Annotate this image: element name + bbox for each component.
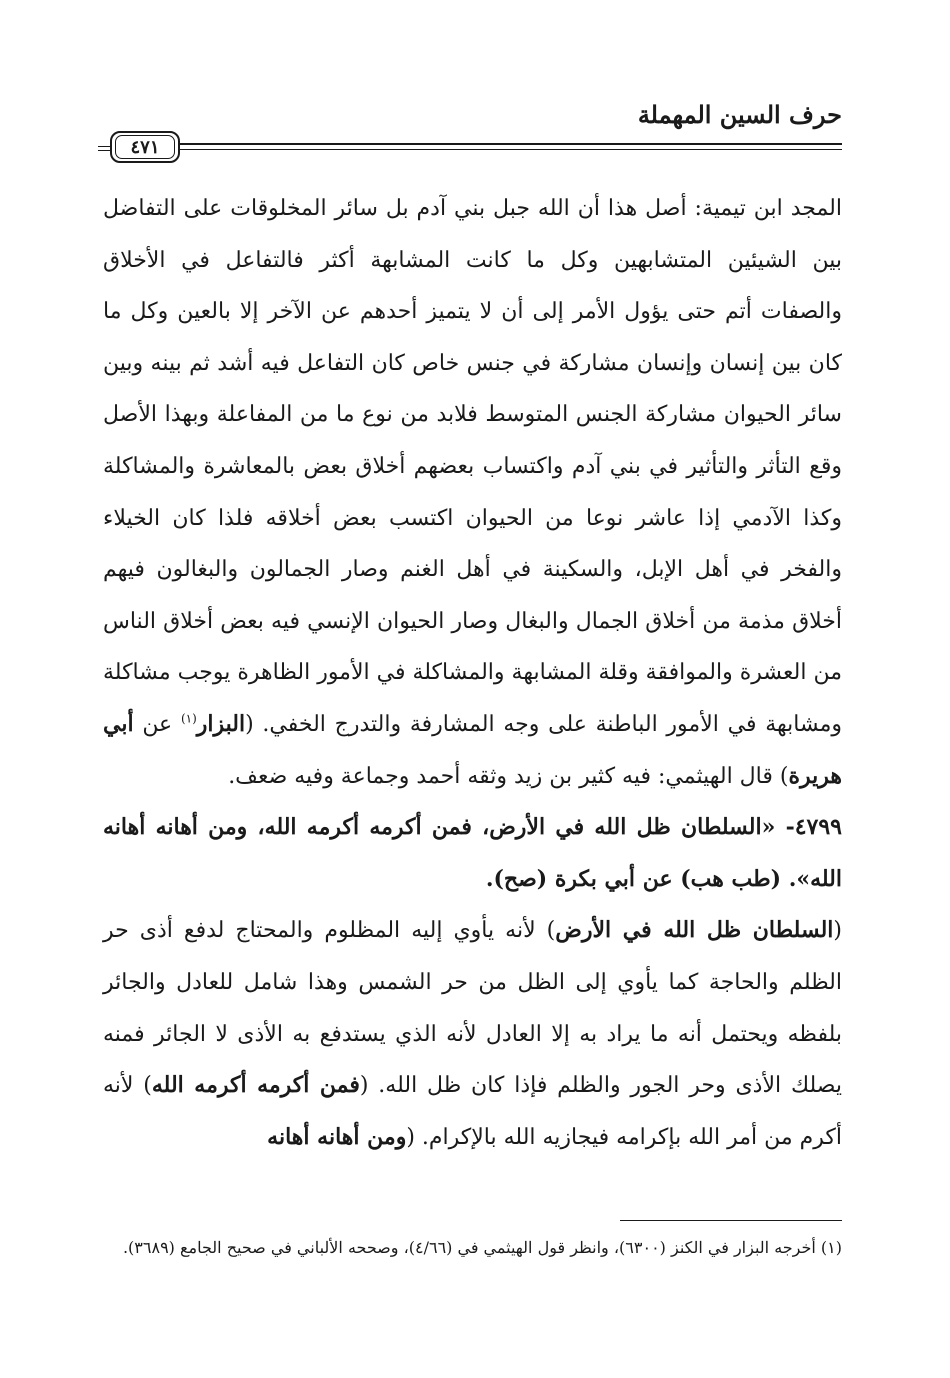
text-run: ) لأنه أكرم من أمر الله بإكرامه فيجازيه الله بالإكرام. (	[103, 1073, 842, 1150]
footnote-rule	[620, 1220, 842, 1221]
commentary-paragraph	[103, 183, 842, 802]
page-number: ٤٧١	[115, 135, 175, 159]
body-text	[103, 183, 842, 1163]
text-run: المجد ابن تيمية: أصل هذا أن الله جبل بني آدم بل سائر المخلوقات على التفاضل بين الشيئين المتشابهين وكل ما كانت المشابهة أكثر فالتفاعل في الأخلاق والصفات أتم حتى يؤول الأمر إلى أن لا يتميز أحدهم عن الآخر إلا بالعين وكل ما كان بين إنسان وإنسان مشاركة في جنس خاص كان التفاعل فيه أشد ثم بينه وبين سائر الحيوان مشاركة الجنس المتوسط فلابد من نوع ما من المفاعلة وبهذا الأصل وقع التأثر والتأثير في بني آدم واكتساب بعضهم أخلاق بعض بالمعاشرة والمشاكلة وكذا الآدمي إذا عاشر نوعا من الحيوان اكتسب بعض أخلاقه فلذا كان الخيلاء والفخر في أهل الإبل، والسكينة في أهل الغنم وصار الجمالون والبغالون فيهم أخلاق مذمة من أخلاق الجمال والبغال وصار الحيوان الإنسي فيه بعض أخلاق الناس من العشرة والموافقة وقلة المشابهة والمشاكلة في الأمور الظاهرة يوجب مشاكلة ومشابهة في الأمور الباطنة على وجه المشارفة والتدرج الخفي. (	[103, 196, 842, 737]
explanation-paragraph	[103, 905, 842, 1163]
narrator-name: أبي هريرة	[103, 710, 842, 789]
quoted-phrase: ومن أهانه أهانه	[267, 1123, 407, 1150]
page-number-frame	[110, 131, 180, 163]
text-run: ) لأنه يأوي إليه المظلوم والمحتاج لدفع أذى حر الظلم والحاجة كما يأوي إلى الظل من حر الشمس وهذا شامل للعادل والجائر بلفظه ويحتمل أنه ما يراد به إلا العادل لأنه الذي يستدفع به الأذى لا الجائر فمنه يصلك الأذى وحر الجور والظلم فإذا كان ظل الله. (	[103, 918, 842, 1099]
quoted-phrase: السلطان ظل الله في الأرض	[555, 917, 834, 944]
header-rule	[180, 143, 842, 150]
source-name: البزار	[196, 710, 246, 737]
text-run: ) قال الهيثمي: فيه كثير بن زيد وثقه أحمد وجماعة وفيه ضعف.	[228, 763, 789, 789]
hadith-text: ٤٧٩٩- «السلطان ظل الله في الأرض، فمن أكرمه أكرمه الله، ومن أهانه أهانه الله». (طب هب) عن أبي بكرة (صح).	[103, 814, 842, 892]
footnote: (١) أخرجه البزار في الكنز (٦٣٠٠)، وانظر قول الهيثمي في (٤/٦٦)، وصححه الألباني في صحيح الجامع (٣٦٨٩).	[122, 1238, 842, 1257]
hadith-entry	[103, 802, 842, 905]
text-run: عن	[133, 711, 181, 737]
quoted-phrase: فمن أكرمه أكرمه الله	[151, 1072, 360, 1099]
header-rule-tail	[98, 146, 110, 151]
text-run: (	[833, 918, 842, 944]
footnote-reference: (١)	[180, 711, 197, 726]
running-title: حرف السين المهملة	[637, 100, 842, 129]
